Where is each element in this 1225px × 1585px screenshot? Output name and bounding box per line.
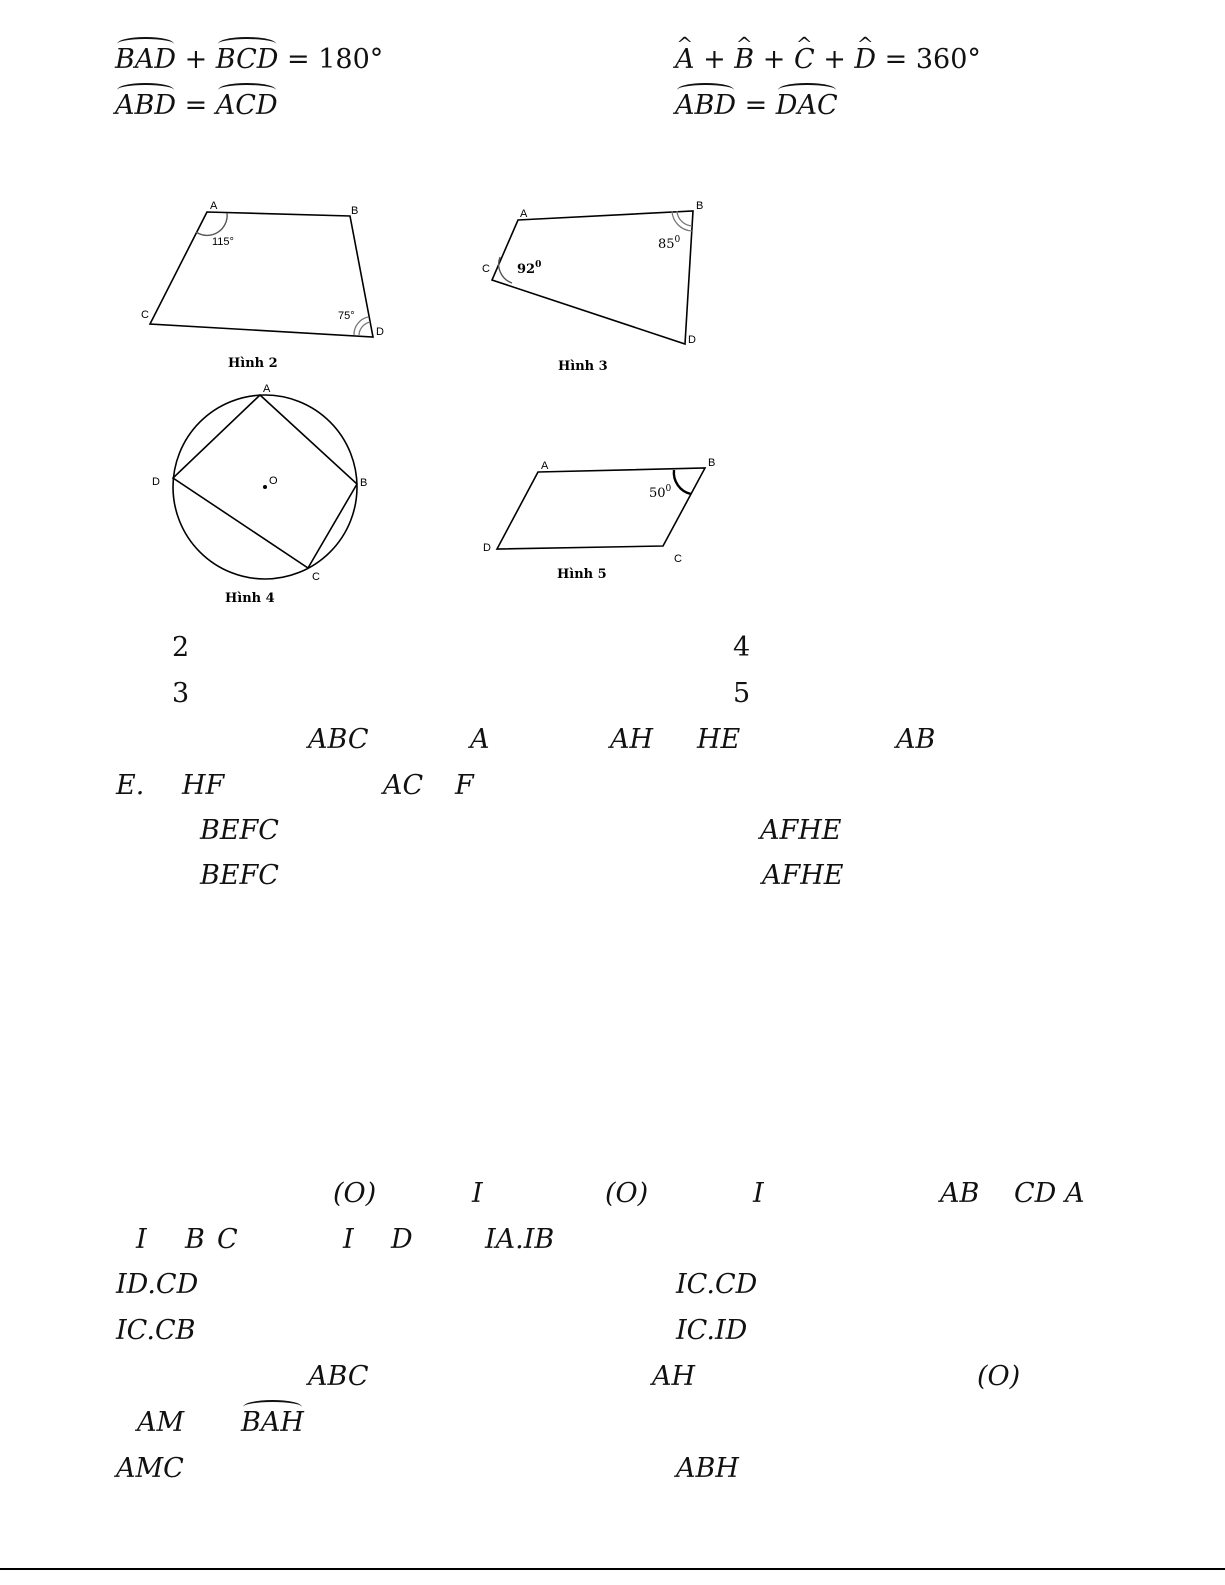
- label-d: D: [376, 326, 384, 338]
- q2-opt-b: IC.CD: [676, 1269, 758, 1300]
- q2-ia-ib: IA.IB: [485, 1224, 555, 1255]
- q1-he: HE: [697, 724, 741, 755]
- q3-circle-o: (O): [977, 1361, 1021, 1392]
- formula-3: ABD = ACD: [115, 90, 278, 121]
- arc-acd: ACD: [215, 90, 278, 121]
- q3-angle-bah: [241, 1409, 304, 1436]
- q2-opt-a: ID.CD: [116, 1269, 199, 1300]
- q1-hf: HF: [182, 770, 225, 801]
- label-c: C: [674, 553, 682, 565]
- figure-hinh-2: [130, 195, 400, 380]
- q2-point-i-2: I: [753, 1178, 764, 1209]
- label-d: D: [483, 542, 491, 554]
- q1-e: E.: [116, 770, 145, 801]
- figure-hinh-3: [470, 195, 730, 380]
- angle-d-label: 75°: [338, 310, 355, 322]
- label-b: B: [696, 200, 704, 212]
- q2-a: A: [1065, 1178, 1085, 1209]
- q1-opt-d: AFHE: [762, 860, 844, 891]
- q1-f: F: [455, 770, 474, 801]
- label-a: A: [520, 208, 528, 220]
- q1-opt-a: BEFC: [200, 815, 279, 846]
- caption-hinh-3: Hình 3: [558, 359, 608, 374]
- label-b: B: [708, 457, 716, 469]
- arc-abd: ABD: [115, 90, 176, 121]
- angle-b-label: $50^0$: [649, 484, 672, 501]
- formula-1: BAD + BCD = 180°: [115, 44, 384, 75]
- label-c: C: [141, 309, 149, 321]
- caption-hinh-5: Hình 5: [557, 567, 607, 582]
- q2-cd: CD: [1014, 1178, 1057, 1209]
- option-fig-2: 2: [172, 632, 190, 663]
- label-b: B: [351, 205, 359, 217]
- q2-ab: AB: [940, 1178, 980, 1209]
- label-a: A: [541, 460, 549, 472]
- figure-hinh-4: [145, 380, 385, 610]
- arc-bcd: BCD: [215, 44, 279, 75]
- label-c: C: [482, 263, 490, 275]
- option-fig-4: 4: [733, 632, 751, 663]
- option-fig-3: 3: [172, 678, 190, 709]
- q2-opt-c: IC.CB: [116, 1315, 196, 1346]
- label-c: C: [312, 571, 320, 583]
- q1-opt-b: AFHE: [760, 815, 842, 846]
- arc-abd-2: ABD: [675, 90, 736, 121]
- q1-tri-abc: ABC: [308, 724, 369, 755]
- q3-opt-b: ABH: [676, 1453, 739, 1484]
- arc-dac: DAC: [775, 90, 838, 121]
- hat-d: ^ D: [854, 46, 876, 73]
- formula-2-rest: = 360°: [876, 44, 981, 75]
- hat-b: ^ B: [734, 46, 754, 73]
- angle-c-label: $92^0$: [517, 260, 542, 277]
- hat-c: ^ C: [794, 46, 815, 73]
- hat-a: ^ A: [675, 46, 695, 73]
- caption-hinh-2: Hình 2: [228, 356, 278, 371]
- q3-ah: AH: [652, 1361, 696, 1392]
- q3-tri-abc: ABC: [308, 1361, 369, 1392]
- q2-c: C: [217, 1224, 238, 1255]
- label-b: B: [360, 477, 368, 489]
- q2-i: I: [136, 1224, 147, 1255]
- label-a: A: [263, 383, 271, 395]
- q1-ah: AH: [610, 724, 654, 755]
- q1-ab: AB: [896, 724, 936, 755]
- option-fig-5: 5: [733, 678, 751, 709]
- q2-i-2: I: [343, 1224, 354, 1255]
- q2-circle-o: (O): [333, 1178, 377, 1209]
- label-o: O: [269, 475, 278, 487]
- q2-point-i: I: [472, 1178, 483, 1209]
- arc-bad: BAD: [115, 44, 176, 75]
- q1-opt-c: BEFC: [200, 860, 279, 891]
- formula-4: ABD = DAC: [675, 90, 838, 121]
- q2-opt-d: IC.ID: [676, 1315, 748, 1346]
- q2-circle-o-2: (O): [605, 1178, 649, 1209]
- q3-am: AM: [137, 1407, 185, 1438]
- figure-hinh-5: [475, 450, 735, 590]
- caption-hinh-4: Hình 4: [225, 591, 275, 606]
- arc-bah: BAH: [241, 1407, 304, 1438]
- page-bottom-rule: [0, 1568, 1225, 1570]
- angle-a-label: 115°: [212, 236, 234, 248]
- q1-ac: AC: [383, 770, 424, 801]
- label-d: D: [688, 334, 696, 346]
- formula-1-rest: = 180°: [278, 44, 384, 75]
- formula-2: ^ A + ^ B + ^ C + ^ D = 360°: [675, 46, 981, 73]
- q2-d: D: [391, 1224, 413, 1255]
- label-d: D: [152, 476, 160, 488]
- q1-vertex-a: A: [470, 724, 490, 755]
- angle-b-label: $85^0$: [658, 235, 681, 252]
- q2-b: B: [185, 1224, 205, 1255]
- q3-opt-a: AMC: [116, 1453, 184, 1484]
- label-a: A: [210, 200, 218, 212]
